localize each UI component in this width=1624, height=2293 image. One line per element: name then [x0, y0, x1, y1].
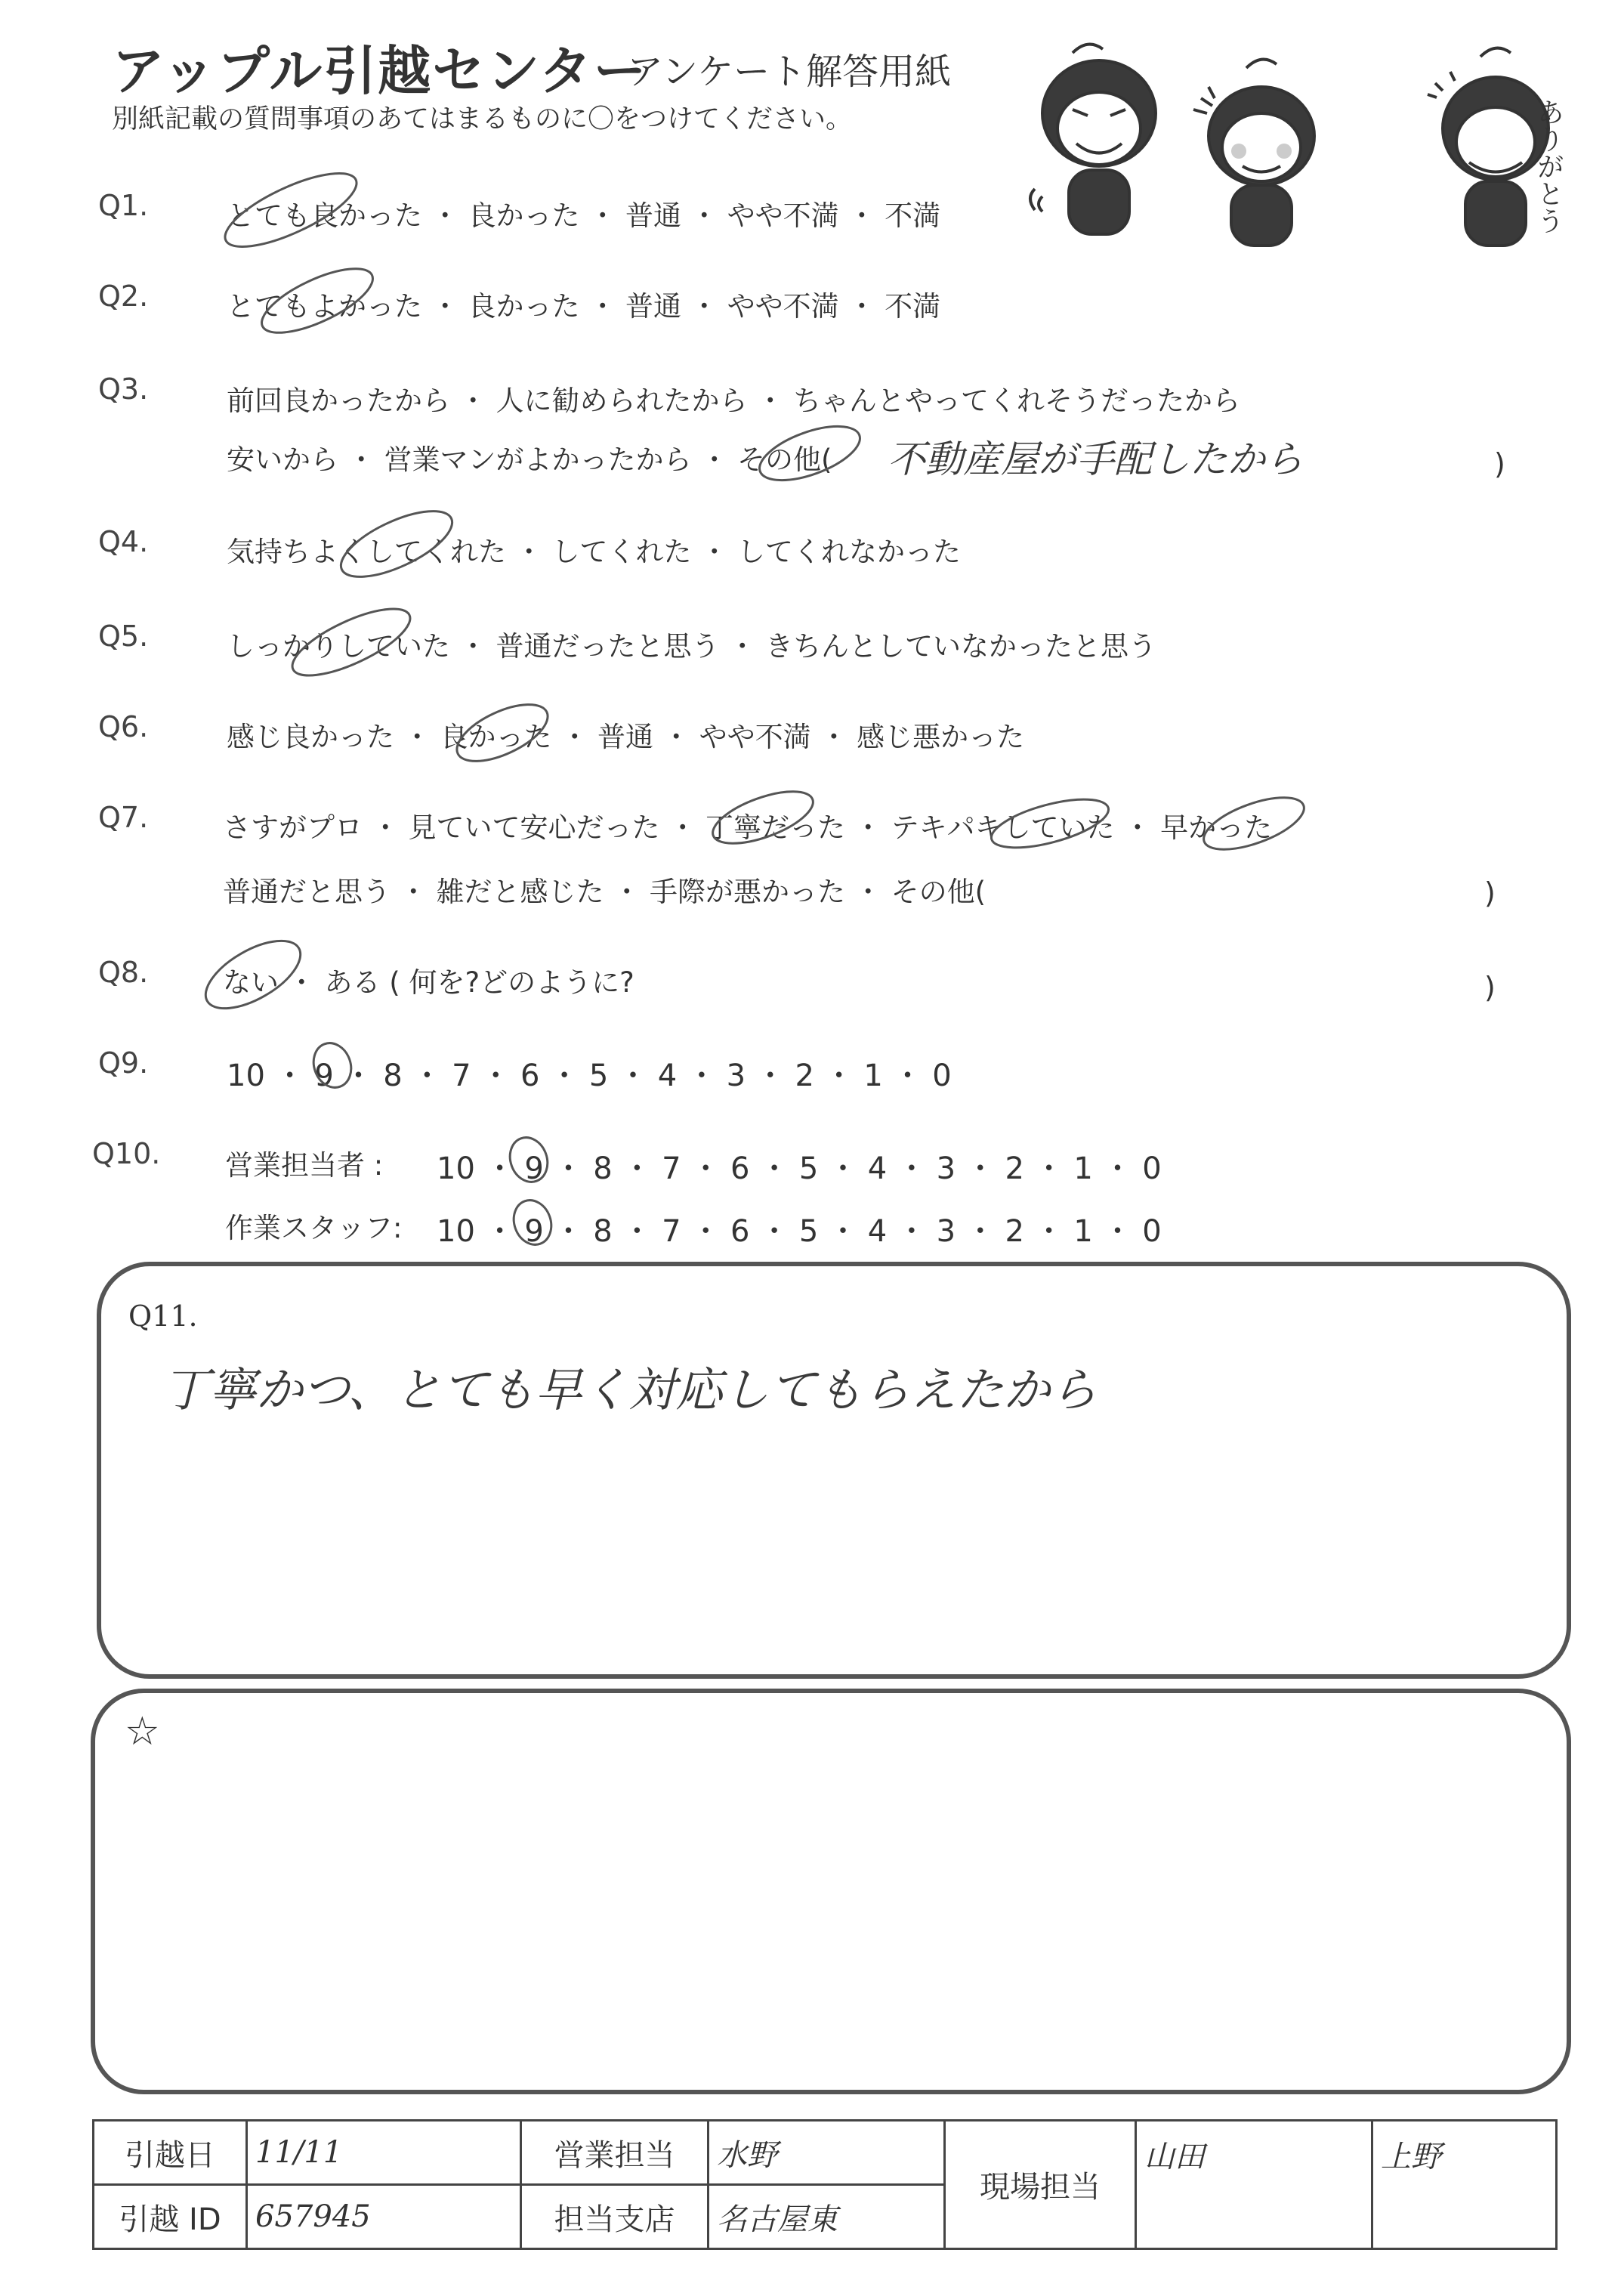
- moving-date-label: 引越日: [94, 2121, 247, 2185]
- q7-options-line2: 普通だと思う ・ 雑だと感じた ・ 手際が悪かった ・ その他(: [223, 876, 986, 908]
- branch-label: 担当支店: [521, 2185, 709, 2249]
- sales-rep-label: 営業担当: [521, 2121, 709, 2185]
- star-label: ☆: [125, 1709, 160, 1754]
- q5-options: しっかりしていた ・ 普通だったと思う ・ きちんとしていなかったと思う: [227, 630, 1157, 663]
- q8-label: Q8.: [98, 956, 149, 989]
- instructions-text: 別紙記載の質問事項のあてはまるものに〇をつけてください。: [112, 104, 853, 134]
- q6-label: Q6.: [98, 710, 149, 743]
- monkey-mascot-left: [1030, 45, 1156, 234]
- sales-rep-value: 水野: [709, 2121, 945, 2185]
- q5-label: Q5.: [98, 620, 149, 653]
- monkey-mascot-right: [1428, 48, 1548, 246]
- q3-label: Q3.: [98, 372, 149, 406]
- q3-options-line2: 安いから ・ 営業マンがよかったから ・ その他(: [227, 443, 832, 476]
- q11-handwritten-response: 丁寧かつ、とても早く対応してもらえたから: [162, 1362, 1098, 1417]
- q10-staff-label: 作業スタッフ:: [225, 1212, 403, 1244]
- q7-close-paren: ): [1484, 876, 1496, 910]
- site-staff-value-2: 上野: [1372, 2121, 1557, 2249]
- star-comment-box: [91, 1689, 1571, 2094]
- q3-handwritten-other: 不動産屋が手配したから: [888, 437, 1303, 481]
- q11-free-response-box: [97, 1262, 1571, 1679]
- monkey-mascot-middle: [1193, 60, 1314, 246]
- site-staff-value-1: 山田: [1136, 2121, 1372, 2249]
- q9-label: Q9.: [98, 1046, 149, 1080]
- q7-options-line1: さすがプロ ・ 見ていて安心だった ・ 丁寧だった ・ テキパキしていた ・ 早かった: [223, 811, 1273, 844]
- survey-subtitle: アンケート解答用紙: [627, 51, 952, 93]
- q8-close-paren: ): [1484, 971, 1496, 1004]
- site-staff-label: 現場担当: [945, 2121, 1136, 2249]
- moving-date-value: 11/11: [247, 2121, 521, 2185]
- footer-info-table: [92, 2119, 1558, 2250]
- monkey-mascots-illustration: [1027, 38, 1571, 257]
- survey-title: アップル引越センター: [112, 40, 648, 102]
- q3-options-line1: 前回良かったから ・ 人に勧められたから ・ ちゃんとやってくれそうだったから: [227, 385, 1241, 417]
- mascot-thanks-text: ありがとう: [1533, 98, 1564, 234]
- moving-id-value: 657945: [247, 2185, 521, 2249]
- q3-close-paren: ): [1494, 447, 1505, 481]
- moving-id-label: 引越 ID: [94, 2185, 247, 2249]
- q11-label: Q11.: [128, 1299, 198, 1333]
- q2-options: とてもよかった ・ 良かった ・ 普通 ・ やや不満 ・ 不満: [227, 290, 941, 323]
- q9-options: 10 ・ 9 ・ 8 ・ 7 ・ 6 ・ 5 ・ 4 ・ 3 ・ 2 ・ 1 ・ 0: [227, 1058, 952, 1093]
- q6-options: 感じ良かった ・ 良かった ・ 普通 ・ やや不満 ・ 感じ悪かった: [227, 721, 1025, 753]
- q10-label: Q10.: [92, 1137, 161, 1170]
- q10-sales-label: 営業担当者 :: [225, 1149, 384, 1182]
- q10-staff-options: 10 ・ 9 ・ 8 ・ 7 ・ 6 ・ 5 ・ 4 ・ 3 ・ 2 ・ 1 ・ 0: [437, 1214, 1162, 1249]
- q1-label: Q1.: [98, 189, 149, 222]
- q1-options: とても良かった ・ 良かった ・ 普通 ・ やや不満 ・ 不満: [227, 199, 941, 232]
- q4-options: 気持ちよくしてくれた ・ してくれた ・ してくれなかった: [227, 536, 962, 568]
- q2-label: Q2.: [98, 280, 149, 313]
- q4-label: Q4.: [98, 525, 149, 558]
- q7-label: Q7.: [98, 801, 149, 834]
- q8-options: ない ・ ある ( 何を?どのように?: [223, 966, 634, 999]
- q10-sales-options: 10 ・ 9 ・ 8 ・ 7 ・ 6 ・ 5 ・ 4 ・ 3 ・ 2 ・ 1 ・ 0: [437, 1151, 1162, 1186]
- branch-value: 名古屋東: [709, 2185, 945, 2249]
